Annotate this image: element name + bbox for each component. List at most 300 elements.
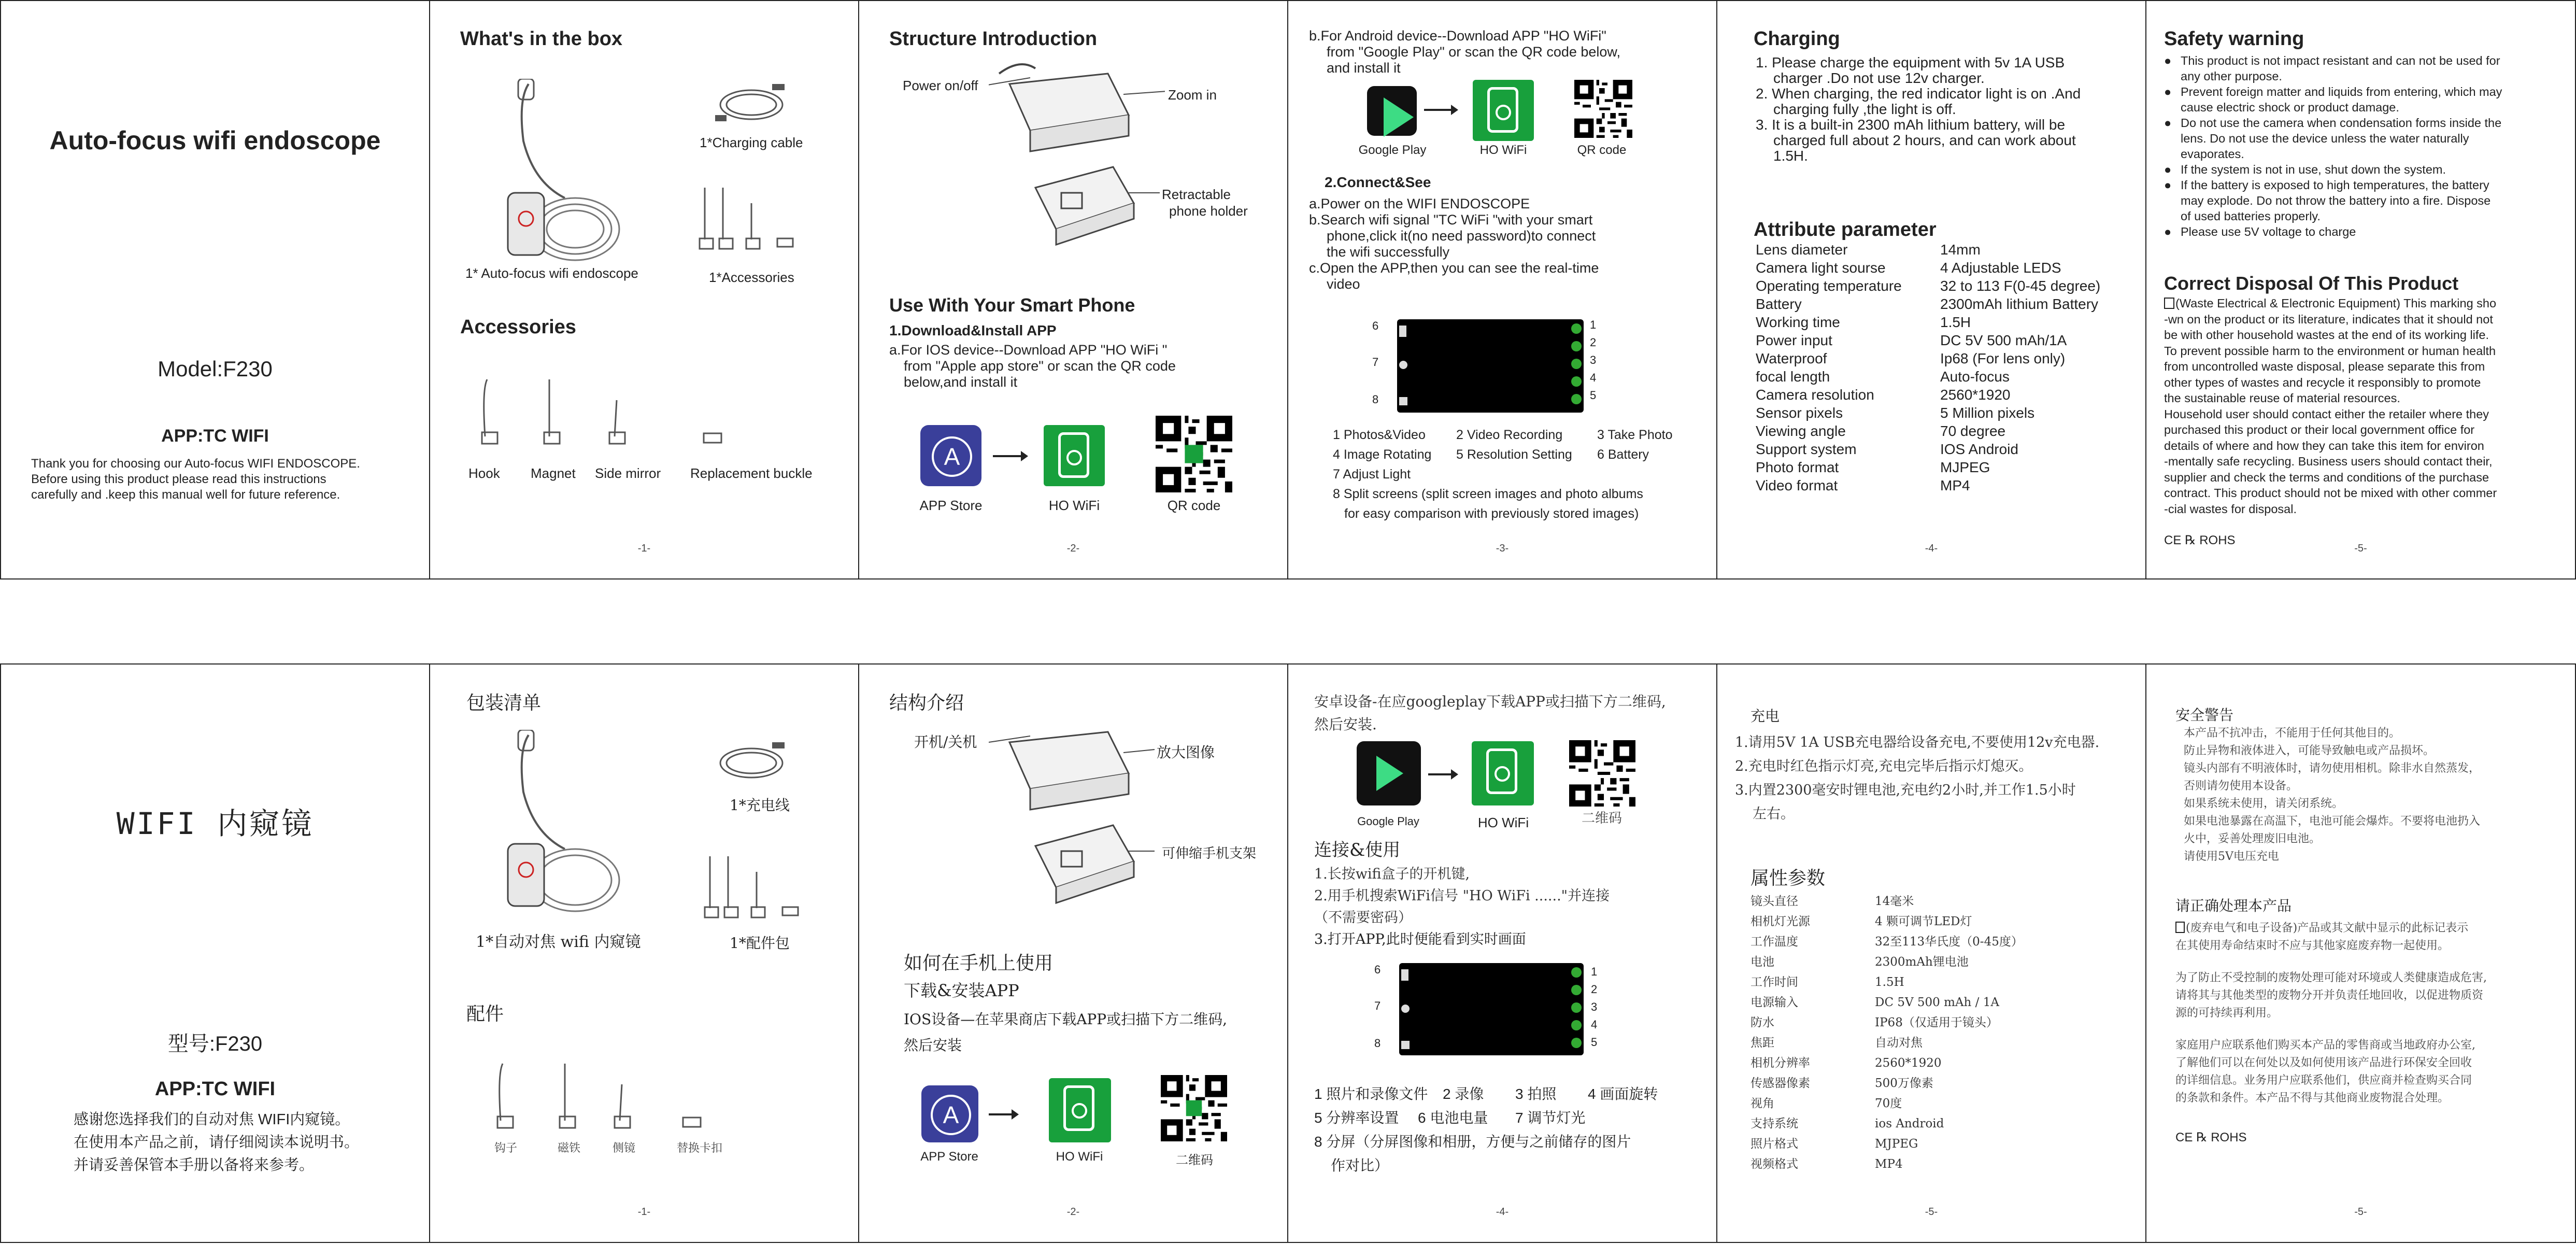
en-connect-heading: 2.Connect&See	[1325, 174, 1431, 190]
arrow-icon	[989, 1113, 1017, 1115]
attr-key: 工作时间	[1750, 976, 1798, 989]
cn-disposal-text	[2175, 920, 2487, 1107]
cn-charging-heading: 充电	[1750, 708, 1780, 725]
attr-row	[1756, 458, 2139, 476]
rotate-icon	[1571, 376, 1582, 387]
magnet-label: 磁铁	[558, 1142, 581, 1155]
certification-marks: CE ℞ ROHS	[2164, 533, 2236, 547]
legend-item: 7 Adjust Light	[1333, 467, 1411, 482]
attr-key: 相机灯光源	[1750, 915, 1810, 928]
cn-structure-heading: 结构介绍	[889, 692, 964, 714]
holder-label: 可伸缩手机支架	[1162, 846, 1257, 861]
legend-item: 2 Video Recording	[1456, 428, 1563, 442]
legend-item: 4 画面旋转	[1588, 1086, 1658, 1102]
connect-line: 3.打开APP,此时便能看到实时画面	[1314, 931, 1526, 948]
warning-line: 如果电池暴露在高温下，电池可能会爆炸。不要将电池扔入	[2184, 815, 2481, 828]
attr-row	[1750, 912, 2134, 932]
en-disposal-heading: Correct Disposal Of This Product	[2164, 273, 2459, 294]
callout-8: 8	[1372, 393, 1379, 406]
connect-line: a.Power on the WIFI ENDOSCOPE	[1309, 196, 1530, 211]
warning-line: Prevent foreign matter and liquids from entering, which may	[2181, 85, 2502, 98]
replacement-buckle-label: 替换卡扣	[677, 1142, 723, 1155]
attr-value: 4 Adjustable LEDS	[1940, 260, 2061, 276]
en-intro-line: Before using this product please read this instructions	[31, 472, 326, 486]
light-icon	[1399, 361, 1407, 369]
charging-line: charged full about 2 hours, and can work about	[1773, 132, 2076, 148]
en-accessories-heading: Accessories	[460, 316, 576, 338]
warning-line: 镜头内部有不明液体时，请勿使用相机。除非水自然蒸发，	[2184, 762, 2481, 775]
attr-value: ios Android	[1875, 1117, 1944, 1130]
cn-charging-panel	[1716, 663, 2146, 1243]
attr-row	[1756, 295, 2139, 313]
charging-cable-illustration	[710, 74, 793, 131]
arrow-icon	[1428, 773, 1456, 775]
disposal-line: from uncontrolled waste disposal, please separate this from	[2164, 360, 2485, 373]
wifi-box-illustration	[989, 711, 1165, 815]
disposal-text: (Waste Electrical & Electronic Equipment) This marking sho	[2175, 296, 2497, 310]
legend-item: 3 Take Photo	[1597, 428, 1673, 442]
attr-key: 镜头直径	[1750, 895, 1798, 908]
attr-value: 2300mAh lithium Battery	[1940, 296, 2099, 312]
attr-row	[1756, 386, 2139, 404]
attr-value: DC 5V 500 mAh / 1A	[1875, 996, 1999, 1009]
attr-row	[1756, 422, 2139, 440]
callout-4: 4	[1590, 371, 1597, 384]
en-connect-panel	[1287, 0, 1717, 579]
attr-row	[1756, 367, 2139, 386]
hook-label: Hook	[468, 465, 500, 481]
resolution-icon	[1571, 1038, 1582, 1048]
attr-row	[1750, 1033, 2134, 1053]
disposal-line: the sustainable reuse of material resources.	[2164, 391, 2400, 405]
disposal-line: 源的可持续再利用。	[2175, 1007, 2279, 1020]
bullet-icon: ●	[2164, 225, 2172, 238]
google-play-label: Google Play	[1357, 815, 1419, 828]
power-label: Power on/off	[903, 78, 978, 93]
qr-code-icon	[1161, 1075, 1227, 1141]
callout-5: 5	[1591, 1036, 1598, 1049]
attr-key: 防水	[1750, 1016, 1774, 1029]
english-manual-row	[0, 0, 2576, 581]
cn-safety-heading: 安全警告	[2175, 706, 2234, 724]
attr-key: Video format	[1756, 477, 1838, 493]
attr-row	[1750, 1094, 2134, 1114]
cn-android-instructions	[1314, 690, 1666, 736]
en-structure-panel	[858, 0, 1288, 579]
attr-value: 32至113华氏度（0-45度）	[1875, 935, 2023, 949]
charging-line: charging fully ,the light is off.	[1773, 101, 1956, 117]
en-model: Model:F230	[158, 357, 273, 381]
attr-key: 电源输入	[1750, 996, 1798, 1009]
attr-key: 相机分辨率	[1750, 1056, 1810, 1070]
disposal-line: contract. This product should not be mixed with other commer	[2164, 486, 2497, 500]
cn-disposal-heading: 请正确处理本产品	[2175, 897, 2292, 914]
ios-line: below,and install it	[904, 374, 1018, 390]
cn-connect-heading: 连接&使用	[1314, 840, 1401, 860]
charging-cable-illustration	[710, 732, 793, 789]
page-number: -3-	[1496, 543, 1509, 554]
attr-key: Working time	[1756, 314, 1840, 330]
legend-item: for easy comparison with previously stored images)	[1344, 506, 1639, 521]
en-android-instructions	[1309, 28, 1620, 76]
cn-attr-heading: 属性参数	[1750, 868, 1826, 889]
en-intro	[31, 456, 360, 503]
cn-cover-panel	[0, 663, 430, 1243]
callout-2: 2	[1590, 336, 1597, 349]
attr-key: Battery	[1756, 296, 1802, 312]
attr-row	[1756, 440, 2139, 458]
android-line: b.For Android device--Download APP "HO WiFi"	[1309, 28, 1606, 44]
phone-holder-illustration	[1025, 815, 1160, 908]
en-endoscope-label: 1* Auto-focus wifi endoscope	[465, 265, 638, 281]
disposal-line	[2164, 295, 2573, 312]
warning-line: 请使用5V电压充电	[2184, 850, 2279, 863]
disposal-line: To prevent possible harm to the environment or human health	[2164, 344, 2496, 358]
attr-row	[1750, 952, 2134, 972]
attr-row	[1750, 1013, 2134, 1033]
disposal-line: 为了防止不受控制的废物处理可能对环境或人类健康造成危害,	[2175, 971, 2487, 984]
attr-value: Auto-focus	[1940, 369, 2010, 385]
accessory-items-illustration	[487, 1058, 777, 1131]
disposal-line: be with other household wastes at the end of its working life.	[2164, 328, 2489, 342]
cn-warnings-list	[2184, 725, 2480, 866]
charging-line: 3. It is a built-in 2300 mAh lithium battery, will be	[1756, 117, 2066, 133]
legend-item: 5 Resolution Setting	[1456, 447, 1572, 462]
legend-item: 2 录像	[1443, 1086, 1484, 1102]
cn-box-panel	[429, 663, 859, 1243]
warning-line: 如果系统未使用，请关闭系统。	[2184, 797, 2344, 810]
app-store-label: APP Store	[919, 498, 983, 513]
warning-line: 本产品不抗冲击，不能用于任何其他目的。	[2184, 727, 2401, 740]
cn-connect-steps	[1314, 864, 1610, 951]
bullet-icon: ●	[2164, 116, 2172, 130]
certification-marks: CE ℞ ROHS	[2175, 1130, 2247, 1144]
warning-item	[2164, 162, 2568, 177]
accessory-items-illustration	[472, 374, 782, 447]
en-charging-text	[1756, 55, 2081, 164]
resolution-icon	[1571, 394, 1582, 404]
attr-row	[1756, 404, 2139, 422]
disposal-line: 的详细信息。业务用户应联系他们，供应商并检查购买合同	[2175, 1074, 2472, 1087]
attr-row	[1756, 331, 2139, 349]
holder-label-2: phone holder	[1169, 203, 1248, 219]
qr-code-label: 二维码	[1176, 1153, 1213, 1167]
cn-app-name: APP:TC WIFI	[154, 1078, 276, 1100]
en-product-title: Auto-focus wifi endoscope	[49, 126, 381, 155]
cn-safety-panel	[2145, 663, 2576, 1243]
legend-item: 1 Photos&Video	[1333, 428, 1426, 442]
en-accessories-label: 1*Accessories	[709, 270, 794, 285]
connect-line: b.Search wifi signal "TC WiFi "with your smart	[1309, 212, 1593, 228]
page-number: -4-	[1925, 543, 1938, 554]
ho-wifi-label: HO WiFi	[1479, 143, 1527, 157]
bullet-icon: ●	[2164, 178, 2172, 192]
en-structure-heading: Structure Introduction	[889, 28, 1098, 50]
attr-key: 支持系统	[1750, 1117, 1798, 1130]
google-play-label: Google Play	[1358, 143, 1427, 157]
attr-value: 2560*1920	[1940, 387, 2011, 403]
attr-value: MP4	[1875, 1157, 1903, 1171]
bullet-icon: ●	[2164, 54, 2172, 67]
hook-label: 钩子	[494, 1142, 518, 1155]
android-line: from "Google Play" or scan the QR code below,	[1327, 44, 1620, 60]
endoscope-illustration	[487, 79, 622, 271]
warning-line: cause electric shock or product damage.	[2181, 101, 2399, 114]
cn-box-heading: 包装清单	[466, 692, 542, 714]
attr-value: 4 颗可调节LED灯	[1875, 915, 1972, 928]
cn-model: 型号:F230	[167, 1033, 263, 1055]
ho-wifi-label: HO WiFi	[1477, 815, 1529, 830]
en-cover-panel	[0, 0, 430, 579]
ios-line: from "Apple app store" or scan the QR code	[904, 358, 1176, 374]
cn-structure-panel	[858, 663, 1288, 1243]
attr-key: 传感器像素	[1750, 1077, 1810, 1090]
attr-key: Viewing angle	[1756, 423, 1846, 439]
app-store-label: APP Store	[920, 1150, 978, 1164]
weee-bin-icon	[2175, 922, 2185, 933]
accessories-illustration	[700, 846, 829, 924]
en-ios-instructions	[889, 342, 1176, 390]
magnet-label: Magnet	[531, 465, 576, 481]
disposal-line: 请将其与其他类型的废物分开并负责任地回收，以促进物质资	[2175, 989, 2484, 1002]
qr-code-icon	[1569, 740, 1635, 807]
en-box-heading: What's in the box	[460, 28, 623, 50]
attr-value: MJPEG	[1875, 1137, 1918, 1151]
callout-3: 3	[1590, 354, 1597, 366]
endoscope-illustration	[487, 730, 622, 922]
en-attr-table	[1756, 241, 2139, 494]
ho-wifi-icon	[1472, 741, 1534, 805]
en-warnings-list	[2164, 53, 2568, 239]
attr-row	[1756, 476, 2139, 494]
cn-connect-panel	[1287, 663, 1717, 1243]
cn-intro-line: 感谢您选择我们的自动对焦 WIFI内窥镜。	[74, 1111, 350, 1128]
legend-item: 6 电池电量	[1418, 1110, 1488, 1126]
charging-line: 左右。	[1753, 806, 1795, 822]
attr-key: Support system	[1756, 441, 1857, 457]
callout-1: 1	[1591, 965, 1598, 978]
callout-3: 3	[1591, 1000, 1598, 1013]
legend-item: 1 照片和录像文件	[1314, 1086, 1428, 1102]
disposal-line: supplier and check the terms and conditions of the purchase	[2164, 470, 2489, 484]
attr-value: DC 5V 500 mAh/1A	[1940, 332, 2067, 348]
disposal-line: -wn on the product or its literature, indicates that it should not	[2164, 312, 2493, 326]
attr-row	[1756, 313, 2139, 331]
rotate-icon	[1571, 1020, 1582, 1030]
connect-line: the wifi successfully	[1327, 244, 1450, 260]
callout-8: 8	[1374, 1037, 1381, 1050]
power-label: 开机/关机	[914, 733, 977, 751]
legend-item: 3 拍照	[1515, 1086, 1557, 1102]
cn-app-legend	[1314, 1082, 1658, 1178]
connect-line: c.Open the APP,then you can see the real-time	[1309, 260, 1599, 276]
en-app-name: APP:TC WIFI	[161, 426, 269, 446]
cn-accessories-label: 1*配件包	[730, 935, 790, 952]
phone-holder-illustration	[1025, 157, 1160, 250]
disposal-line: other types of wastes and recycle it responsibly to promote	[2164, 375, 2481, 389]
en-connect-steps	[1309, 196, 1599, 292]
attr-row	[1756, 277, 2139, 295]
camera-icon	[1571, 359, 1582, 369]
warning-line: evaporates.	[2181, 147, 2244, 161]
attr-key: 电池	[1750, 955, 1774, 969]
attr-key: focal length	[1756, 369, 1830, 385]
en-charging-heading: Charging	[1754, 28, 1840, 50]
disposal-line: 了解他们可以在何处以及如何使用该产品进行环保安全回收	[2175, 1056, 2472, 1069]
warning-line: Do not use the camera when condensation forms inside the	[2181, 116, 2502, 130]
warning-line: 否则请勿使用本设备。	[2184, 780, 2298, 793]
attr-value: MP4	[1940, 477, 1970, 493]
callout-7: 7	[1372, 356, 1379, 369]
zoom-label: Zoom in	[1168, 87, 1217, 103]
qr-code-label: QR code	[1577, 143, 1627, 157]
cn-attr-table	[1750, 892, 2134, 1175]
cn-endoscope-label: 1*自动对焦 wifi 内窥镜	[476, 933, 641, 951]
warning-line: 火中，妥善处理废旧电池。	[2184, 832, 2321, 845]
legend-item: 5 分辨率设置	[1314, 1110, 1399, 1126]
qr-code-label: 二维码	[1581, 811, 1622, 826]
legend-item: 作对比）	[1331, 1157, 1389, 1174]
warning-line: 防止异物和液体进入，可能导致触电或产品损坏。	[2184, 744, 2435, 757]
connect-line: phone,click it(no need password)to connect	[1327, 228, 1596, 244]
attr-row	[1756, 259, 2139, 277]
charging-line: charger .Do not use 12v charger.	[1773, 70, 1985, 86]
warning-line: may explode. Do not throw the battery into a fire. Dispose	[2181, 194, 2491, 207]
photos-video-icon	[1571, 967, 1582, 978]
attr-value: 5 Million pixels	[1940, 405, 2035, 421]
cn-use-heading: 如何在手机上使用	[904, 953, 1054, 974]
app-store-icon: A	[920, 425, 981, 486]
attr-key: 工作温度	[1750, 935, 1798, 949]
chinese-manual-row	[0, 663, 2576, 1244]
callout-6: 6	[1374, 963, 1381, 976]
attr-key: Lens diameter	[1756, 242, 1848, 258]
ios-line: a.For IOS device--Download APP "HO WiFi "	[889, 342, 1168, 358]
en-intro-line: carefully and .keep this manual well for future reference.	[31, 488, 340, 502]
cn-charging-text	[1735, 731, 2099, 826]
warning-item	[2164, 115, 2568, 162]
bullet-icon: ●	[2164, 163, 2172, 176]
attr-row	[1750, 932, 2134, 952]
attr-row	[1750, 892, 2134, 912]
warning-item	[2164, 177, 2568, 224]
legend-item: 4 Image Rotating	[1333, 447, 1432, 462]
disposal-line: 家庭用户应联系他们购买本产品的零售商或当地政府办公室,	[2175, 1039, 2475, 1052]
cn-download-step: 下载&安装APP	[904, 981, 1019, 1000]
en-app-legend	[1333, 425, 1672, 524]
disposal-line: 的条款和条件。本产品不得与其他商业废物混合处理。	[2175, 1092, 2450, 1105]
attr-row	[1750, 1114, 2134, 1134]
en-safety-panel	[2145, 0, 2576, 579]
legend-item: 8 Split screens (split screen images and photo albums	[1333, 487, 1643, 501]
page-number: -1-	[637, 543, 651, 554]
warning-line: If the system is not in use, shut down the system.	[2181, 163, 2446, 176]
warning-line: This product is not impact resistant and can not be used for	[2181, 54, 2500, 67]
attr-value: Ip68 (For lens only)	[1940, 350, 2066, 366]
attr-key: Operating temperature	[1756, 278, 1902, 294]
warning-line: If the battery is exposed to high temperatures, the battery	[2181, 178, 2489, 192]
page-number: -2-	[1066, 1206, 1080, 1218]
google-play-icon	[1367, 86, 1417, 136]
attr-key: Sensor pixels	[1756, 405, 1843, 421]
legend-row	[1333, 425, 1672, 445]
page-number: -2-	[1066, 543, 1080, 554]
disposal-line: -mentally safe recycling. Business users should contact their,	[2164, 455, 2493, 468]
attr-value: IOS Android	[1940, 441, 2018, 457]
spacer	[2175, 955, 2487, 969]
legend-item: 6 Battery	[1597, 447, 1649, 462]
attr-value: 500万像素	[1875, 1077, 1933, 1090]
charging-line: 1.5H.	[1773, 148, 1808, 164]
cn-ios-instructions	[904, 1007, 1227, 1058]
warning-line: of used batteries properly.	[2181, 209, 2321, 223]
attr-value: 1.5H	[1940, 314, 1971, 330]
attr-value: 1.5H	[1875, 976, 1904, 989]
attr-value: 70 degree	[1940, 423, 2006, 439]
page-number: -1-	[637, 1206, 651, 1218]
page-number: -5-	[1925, 1206, 1938, 1218]
side-mirror-label: 侧镜	[613, 1142, 636, 1155]
app-screen-preview	[1399, 963, 1584, 1055]
attr-row	[1750, 1053, 2134, 1073]
warning-item	[2164, 224, 2568, 239]
replacement-buckle-label: Replacement buckle	[690, 465, 813, 481]
ho-wifi-label: HO WiFi	[1056, 1150, 1103, 1164]
attr-value: 2560*1920	[1875, 1056, 1942, 1070]
android-line: 安卓设备-在应googleplay下载APP或扫描下方二维码,	[1314, 693, 1666, 710]
app-store-icon: A	[921, 1085, 978, 1142]
bullet-icon: ●	[2164, 85, 2172, 98]
ios-line: 然后安装	[904, 1037, 962, 1054]
callout-6: 6	[1372, 319, 1379, 332]
connect-line: video	[1327, 276, 1360, 292]
disposal-text: (废弃电气和电子设备)产品或其文献中显示的此标记表示	[2186, 922, 2469, 935]
disposal-line: details of where and how they can take this item for environ	[2164, 439, 2484, 453]
disposal-line: Household user should contact either the retailer where they	[2164, 407, 2489, 421]
ios-line: IOS设备—在苹果商店下载APP或扫描下方二维码,	[904, 1011, 1228, 1028]
light-icon	[1401, 1005, 1410, 1013]
connect-line: 2.用手机搜索WiFi信号 "HO WiFi ......"并连接	[1314, 888, 1610, 904]
android-line: 然后安装.	[1314, 716, 1377, 733]
spacer	[2175, 1022, 2487, 1037]
connect-line: 1.长按wifi盒子的开机键,	[1314, 866, 1470, 882]
google-play-icon	[1357, 741, 1421, 805]
disposal-line: -cial wastes for disposal.	[2164, 502, 2297, 516]
legend-row	[1314, 1082, 1658, 1106]
attr-value: 2300mAh锂电池	[1875, 955, 1969, 969]
callout-2: 2	[1591, 983, 1598, 996]
cn-intro-line: 并请妥善保管本手册以备将来参考。	[74, 1157, 315, 1174]
warning-item	[2164, 53, 2568, 84]
attr-row	[1750, 1154, 2134, 1175]
attr-key: Power input	[1756, 332, 1832, 348]
charging-line: 1. Please charge the equipment with 5v 1A USB	[1756, 54, 2065, 70]
callout-4: 4	[1591, 1018, 1598, 1031]
legend-row	[1333, 445, 1672, 464]
attr-value: 14mm	[1940, 242, 1981, 258]
cn-intro-line: 在使用本产品之前，请仔细阅读本说明书。	[74, 1134, 360, 1151]
ho-wifi-label: HO WiFi	[1048, 498, 1100, 513]
qr-code-icon	[1156, 416, 1232, 492]
split-screen-icon	[1399, 397, 1407, 405]
disposal-line	[2175, 920, 2487, 937]
photos-video-icon	[1571, 323, 1582, 334]
attr-row	[1750, 972, 2134, 993]
attr-value: MJPEG	[1940, 459, 1990, 475]
warning-item	[2164, 84, 2568, 115]
attr-row	[1756, 349, 2139, 367]
legend-item: 7 调节灯光	[1515, 1110, 1586, 1126]
